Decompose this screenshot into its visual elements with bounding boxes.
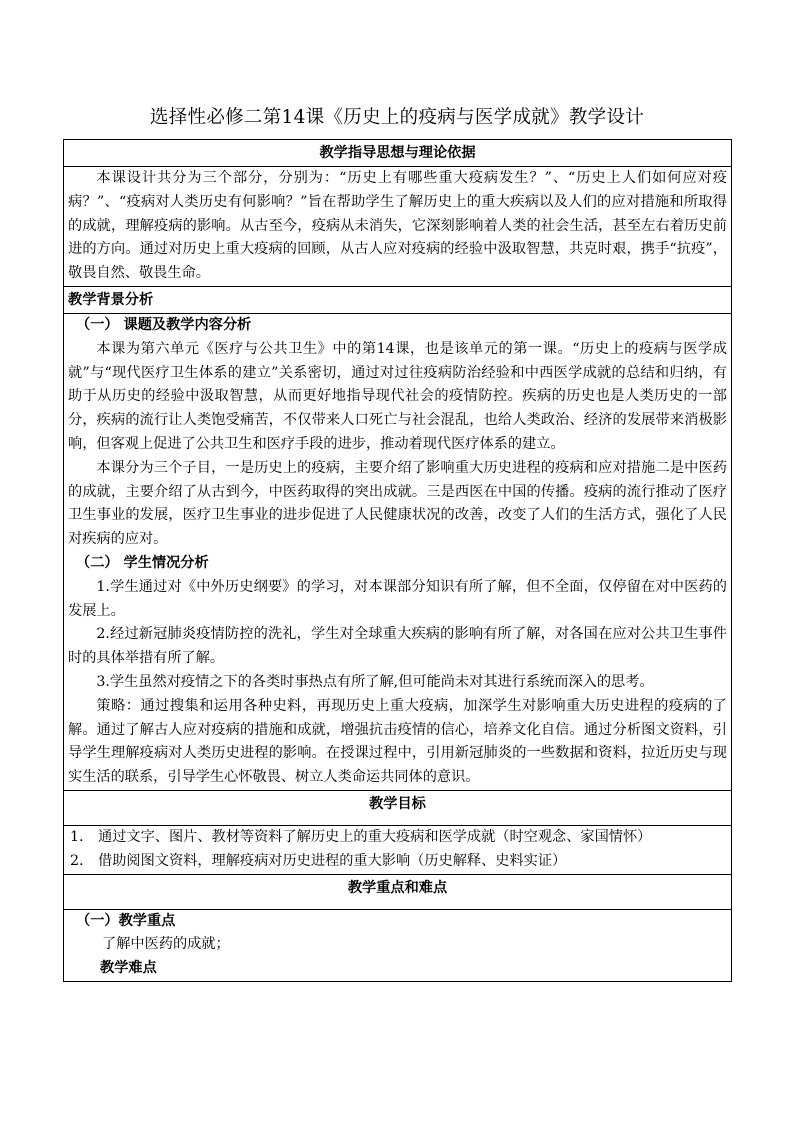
goal-item: [68, 850, 727, 874]
key-points-title: （一）教学重点: [76, 912, 176, 929]
students-paragraph-1: 1.学生通过对《中外历史纲要》的学习，对本课部分知识有所了解，但不全面，仅停留在对中医药的发展上。: [68, 578, 727, 619]
key-points-header: 教学重点和难点: [64, 874, 732, 909]
guiding-header: 教学指导思想与理论依据: [64, 140, 732, 167]
difficulty-title: 教学难点: [100, 960, 157, 977]
key-points-cell: [64, 909, 732, 981]
goal-text: 借助阅图文资料，理解疫病对历史进程的重大影响（历史解释、史料实证）: [98, 852, 567, 869]
background-cell: [64, 313, 732, 790]
key-points-text: 了解中医药的成就；: [102, 936, 230, 953]
strategy-paragraph: 策略：通过搜集和运用各种史料，再现历史上重大疫病，加深学生对影响重大历史进程的疫病的了解。通过了解古人应对疫病的措施和成就，增强抗击疫情的信心，培养文化自信。通过分析图文资料，引导学生理解疫病对人类历史进程的影响。在授课过程中，引用新冠肺炎的一些数据和资料，拉近历史与现实生活的联系，引导学生心怀敬畏、树立人类命运共同体的意识。: [68, 697, 727, 786]
content-paragraph-2: 本课分为三个子目，一是历史上的疫病，主要介绍了影响重大历史进程的疫病和应对措施二是中医药的成就，主要介绍了从古到今，中医药取得的突出成就。三是西医在中国的传播。疫病的流行推动了医疗卫生事业的发展，医疗卫生事业的进步促进了人民健康状况的改善，改变了人们的生活方式，强化了人民对疾病的应对。: [68, 459, 727, 548]
goal-number: 2.: [70, 852, 84, 869]
guiding-paragraph: 本课设计共分为三个部分，分别为：“历史上有哪些重大疫病发生？”、“历史上人们如何应对疫病？”、“疫病对人类历史有何影响？”旨在帮助学生了解历史上的重大疾病以及人们的应对措施和所取得的成就，理解疫病的影响。从古至今，疫病从未消失，它深刻影响着人类的社会生活，甚至左右着历史前进的方向。通过对历史上重大疫病的回顾，从古人应对疫病的经验中汲取智慧，共克时艰，携手“抗疫”，敬畏自然、敬畏生命。: [68, 170, 727, 282]
document-title: 选择性必修二第14课《历史上的疫病与医学成就》教学设计: [149, 107, 645, 128]
guiding-cell: [64, 167, 732, 287]
goal-item: [68, 826, 727, 850]
goals-header: 教学目标: [64, 790, 732, 825]
content-paragraph-1: 本课为第六单元《医疗与公共卫生》中的第14课，也是该单元的第一课。“历史上的疫病与医学成就”与“现代医疗卫生体系的建立”关系密切，通过对过往疫病防治经验和中西医学成就的总结和归纳，有助于从历史的经验中汲取智慧，从而更好地指导现代社会的疫情防控。疾病的历史也是人类历史的一部分，疾病的流行让人类饱受痛苦，不仅带来人口死亡与社会混乱，也给人类政治、经济的发展带来消极影响，但客观上促进了公共卫生和医疗手段的进步，推动着现代医疗体系的建立。: [68, 340, 727, 452]
students-paragraph-3: 3.学生虽然对疫情之下的各类时事热点有所了解,但可能尚未对其进行系统而深入的思考。: [96, 673, 654, 690]
subsection-title-students: （二） 学生情况分析: [76, 554, 209, 571]
lesson-plan-table: [63, 139, 732, 982]
goal-text: 通过文字、图片、教材等资料了解历史上的重大疫病和医学成就（时空观念、家国情怀）: [98, 828, 652, 845]
students-paragraph-2: 2.经过新冠肺炎疫情防控的洗礼，学生对全球重大疾病的影响有所了解，对各国在应对公共卫生事件时的具体举措有所了解。: [68, 626, 727, 667]
goals-cell: [64, 825, 732, 874]
background-header: 教学背景分析: [64, 286, 732, 313]
subsection-title-content: （一） 课题及教学内容分析: [76, 316, 252, 333]
goal-number: 1.: [70, 828, 84, 845]
